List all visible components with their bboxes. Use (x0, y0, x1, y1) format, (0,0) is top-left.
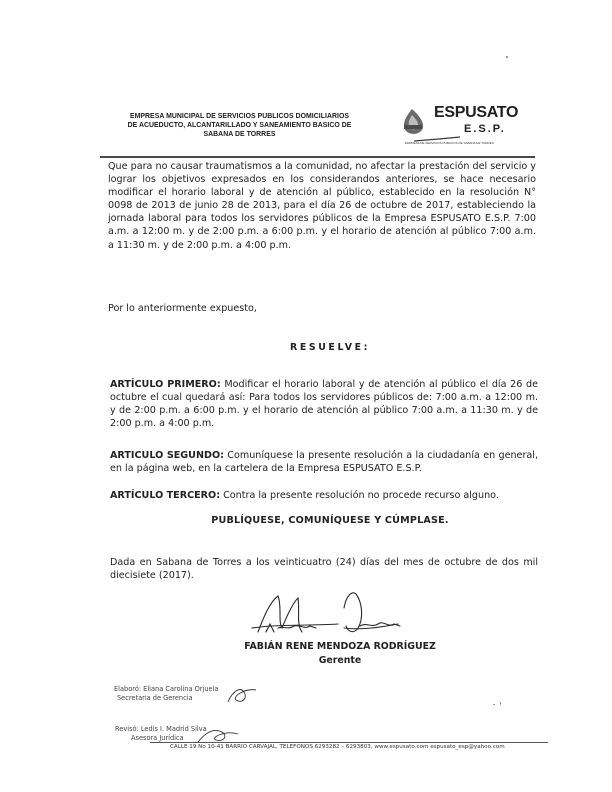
signer-role: Gerente (318, 655, 362, 666)
articulo-segundo-text: Comuníquese la presente resolución a la ciudadanía en general, en la página web, en la cartelera de la Empresa ESPUSATO E.S.P. (110, 450, 538, 475)
handwritten-signature-icon (248, 588, 433, 646)
scan-speck (506, 56, 508, 58)
initial-scribble-icon (222, 682, 262, 708)
elaboro-line: Elaboró: Eliana Carolina Orjuela (114, 685, 219, 693)
publiquese-line: PUBLÍQUESE, COMUNÍQUESE Y CÚMPLASE. (211, 515, 449, 526)
scan-speck (493, 704, 495, 705)
logo-suffix: E.S.P. (464, 123, 506, 135)
reviso-line: Revisó: Ledis I. Madrid Silva (115, 725, 207, 733)
resuelve-heading: RESUELVE: (290, 342, 370, 353)
articulo-tercero-text: Contra la presente resolución no procede recurso alguno. (220, 490, 499, 501)
logo-wordmark: ESPUSATO (434, 104, 519, 121)
articulo-primero (110, 378, 538, 430)
org-name-line1: EMPRESA MUNICIPAL DE SERVICIOS PUBLICOS DOMICILIARIOS (129, 113, 350, 120)
articulo-primero-text: Modificar el horario laboral y de atención al público el día 26 de octubre el cual quedará así: Para todos los servidores públicos de: 7:00 a.m. a 12:00 m. y de 2:00 p.m. a 6:00 p.m. y el horario de atención al público 7:00 a.m. a 11:30 m. y de 2:00 p.m. a 4:00 p.m. (110, 379, 539, 430)
expuesto-paragraph: Por lo anteriormente expuesto, (108, 303, 257, 314)
dada-paragraph: Dada en Sabana de Torres a los veinticuatro (24) días del mes de octubre de dos mil diecisiete (2017). (110, 557, 538, 582)
articulo-tercero-label: ARTÍCULO TERCERO: (110, 490, 221, 501)
logo-tagline: EMPRESA DE SERVICIOS PUBLICOS DE SABANA DE TORRES (405, 141, 494, 145)
elaboro-role: Secretaria de Gerencia (117, 694, 193, 702)
articulo-segundo (110, 449, 538, 475)
footer-address: CALLE 19 No 10-41 BARRIO CARVAJAL, TELEFONOS 6293282 – 6293803, www.espusato.com espusato_esp@yahoo.com (170, 744, 505, 750)
articulo-segundo-label: ARTICULO SEGUNDO: (110, 450, 224, 461)
signer-name: FABIÁN RENE MENDOZA RODRÍGUEZ (244, 641, 436, 652)
articulo-tercero (110, 489, 538, 502)
header-divider (100, 156, 535, 158)
scan-speck (500, 702, 501, 705)
org-name-line3: SABANA DE TORRES (203, 131, 276, 138)
footer-divider (150, 742, 548, 743)
org-name-line2: DE ACUEDUCTO, ALCANTARILLADO Y SANEAMIENTO BASICO DE (127, 122, 352, 129)
considerando-paragraph: Que para no causar traumatismos a la comunidad, no afectar la prestación del servicio y lograr los objetivos expresados en los considerandos anteriores, se hace necesario modificar el horario laboral y de atención al público, establecido en la resolución N° 0098 de 2013 de junio 28 de 2013, para el día 26 de octubre de 2017, estableciendo la jornada laboral para todos los servidores públicos de la Empresa ESPUSATO E.S.P. 7:00 a.m. a 12:00 m. y de 2:00 p.m. a 6:00 p.m. y el horario de atención al público 7:00 a.m. a 11:30 m. y de 2:00 p.m. a 4:00 p.m. (108, 161, 536, 251)
organization-header (112, 112, 367, 139)
reviso-role: Asesora Jurídica (131, 734, 184, 742)
articulo-primero-label: ARTÍCULO PRIMERO: (110, 379, 221, 390)
